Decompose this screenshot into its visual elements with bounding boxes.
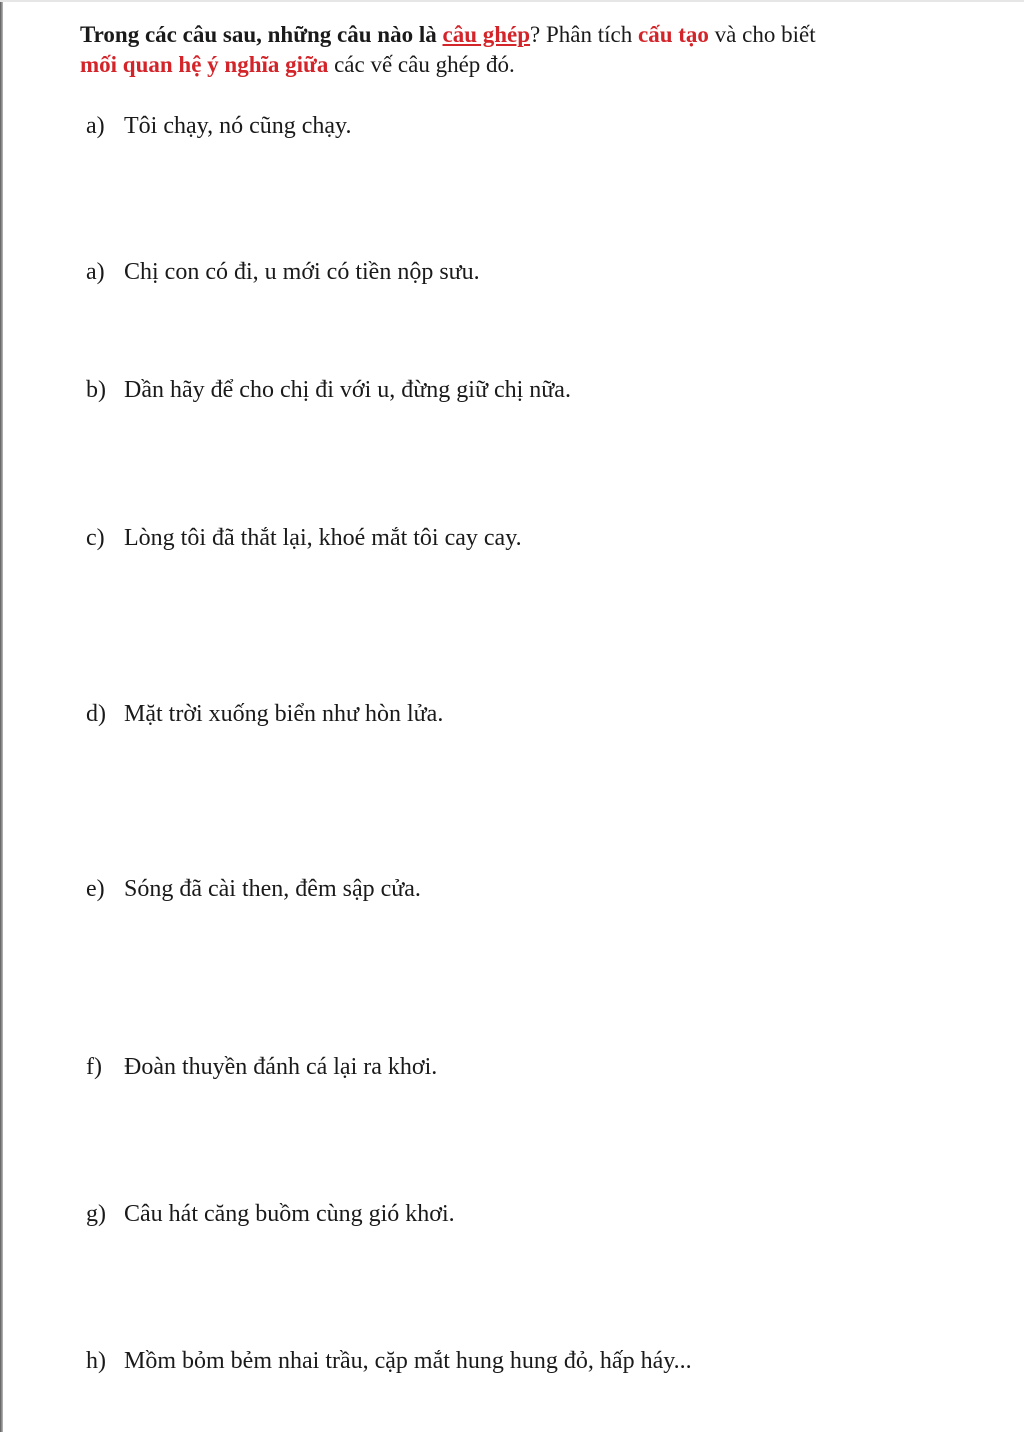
item-text: Đoàn thuyền đánh cá lại ra khơi. xyxy=(124,1054,438,1080)
item-text: Lòng tôi đã thắt lại, khoé mắt tôi cay cay. xyxy=(124,525,522,551)
instruction-keyword-moi-quan-he: mối quan hệ ý nghĩa giữa xyxy=(80,52,329,77)
instruction-text-4: các vế câu ghép đó. xyxy=(328,52,515,77)
sentence-item xyxy=(86,257,480,287)
exercise-instruction xyxy=(80,20,960,80)
page-left-border xyxy=(0,0,3,1432)
item-text: Câu hát căng buồm cùng gió khơi. xyxy=(124,1201,455,1227)
item-letter: f) xyxy=(86,1054,102,1080)
item-letter: h) xyxy=(86,1348,106,1374)
instruction-keyword-cau-ghep: câu ghép xyxy=(442,22,531,47)
sentence-item xyxy=(86,1199,455,1229)
item-text: Sóng đã cài then, đêm sập cửa. xyxy=(124,876,421,902)
instruction-keyword-cau-tao: cấu tạo xyxy=(638,22,709,47)
item-text: Mặt trời xuống biển như hòn lửa. xyxy=(124,701,444,727)
sentence-item xyxy=(86,523,522,553)
sentence-item xyxy=(86,699,443,729)
item-text: Tôi chạy, nó cũng chạy. xyxy=(124,113,352,139)
item-letter: b) xyxy=(86,377,106,403)
sentence-item xyxy=(86,111,351,141)
item-letter: e) xyxy=(86,876,105,902)
instruction-text-2: ? Phân tích xyxy=(530,22,638,47)
sentence-item xyxy=(86,1052,437,1082)
instruction-text-1: Trong các câu sau, những câu nào là xyxy=(80,22,443,47)
sentence-item xyxy=(86,375,571,405)
sentence-item xyxy=(86,1346,692,1376)
page-top-border xyxy=(0,0,1024,2)
instruction-text-3: và cho biết xyxy=(708,22,816,47)
item-letter: c) xyxy=(86,525,105,551)
item-text: Mồm bỏm bẻm nhai trầu, cặp mắt hung hung đỏ, hấp háy... xyxy=(124,1348,692,1374)
sentence-item xyxy=(86,874,421,904)
item-text: Chị con có đi, u mới có tiền nộp sưu. xyxy=(124,259,480,285)
item-letter: a) xyxy=(86,259,105,285)
item-letter: g) xyxy=(86,1201,106,1227)
item-text: Dần hãy để cho chị đi với u, đừng giữ chị nữa. xyxy=(124,377,571,403)
item-letter: a) xyxy=(86,113,105,139)
item-letter: d) xyxy=(86,701,106,727)
